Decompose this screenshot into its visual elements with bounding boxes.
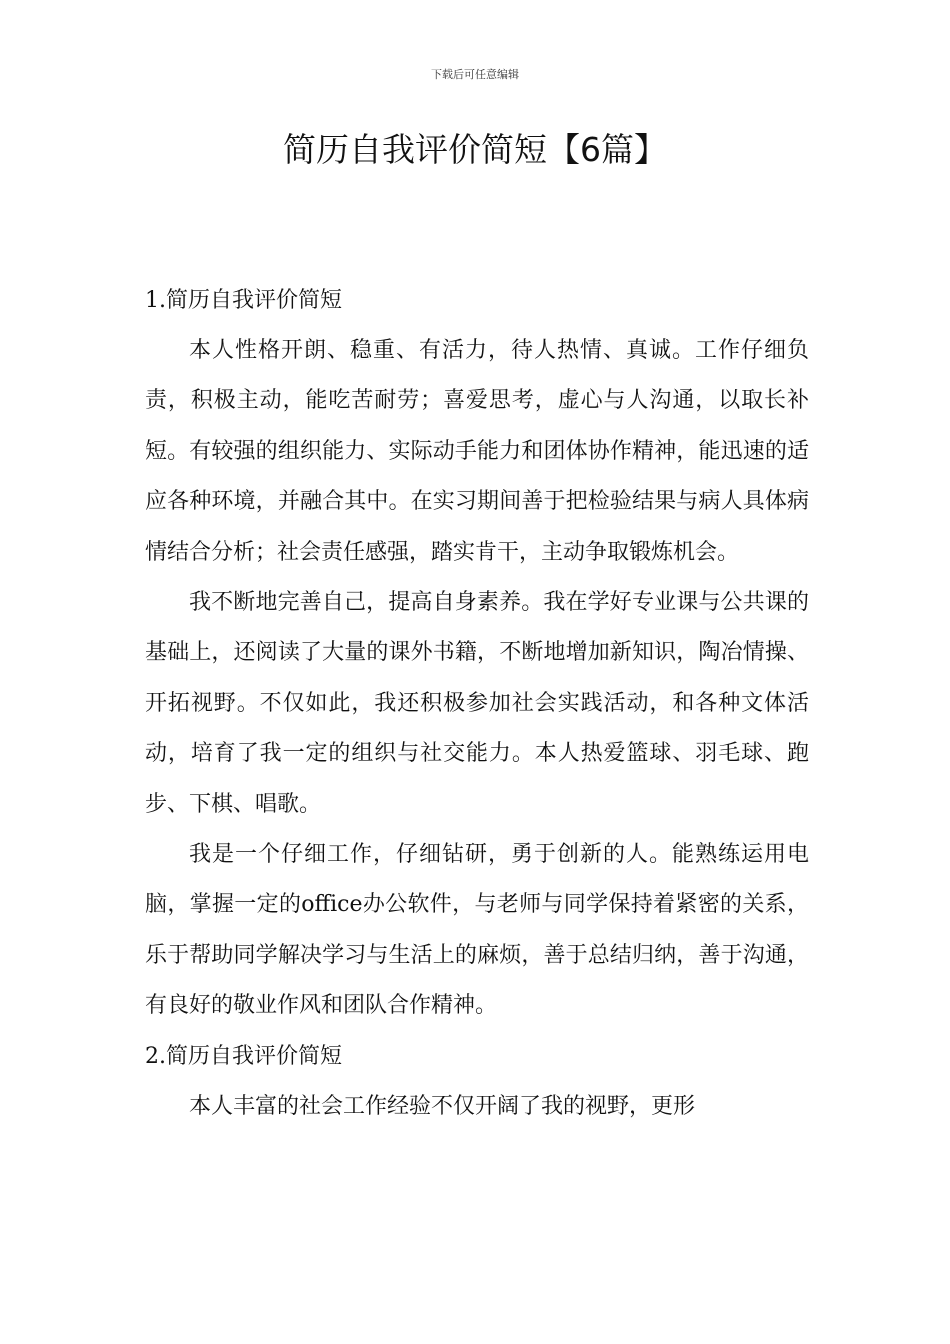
paragraph: 本人丰富的社会工作经验不仅开阔了我的视野，更形 [189, 1093, 696, 1119]
document-body [145, 276, 809, 1132]
section-heading-1: 1.简历自我评价简短 [145, 288, 342, 313]
header-note: 下载后可任意编辑 [431, 68, 519, 81]
paragraph: 我是一个仔细工作，仔细钻研，勇于创新的人。能熟练运用电脑，掌握一定的office办公软件，与老师与同学保持着紧密的关系，乐于帮助同学解决学习与生活上的麻烦，善于总结归纳，善于沟通，有良好的敬业作风和团队合作精神。 [145, 842, 809, 1019]
section-heading-2: 2.简历自我评价简短 [145, 1043, 342, 1069]
paragraph: 本人性格开朗、稳重、有活力，待人热情、真诚。工作仔细负责，积极主动，能吃苦耐劳；喜爱思考，虚心与人沟通，以取长补短。有较强的组织能力、实际动手能力和团体协作精神，能迅速的适应各种环境，并融合其中。在实习期间善于把检验结果与病人具体病情结合分析；社会责任感强，踏实肯干，主动争取锻炼机会。 [145, 338, 809, 565]
document-title: 简历自我评价简短【6篇】 [283, 130, 667, 169]
paragraph: 我不断地完善自己，提高自身素养。我在学好专业课与公共课的基础上，还阅读了大量的课外书籍，不断地增加新知识，陶冶情操、开拓视野。不仅如此，我还积极参加社会实践活动，和各种文体活动，培育了我一定的组织与社交能力。本人热爱篮球、羽毛球、跑步、下棋、唱歌。 [145, 590, 809, 817]
